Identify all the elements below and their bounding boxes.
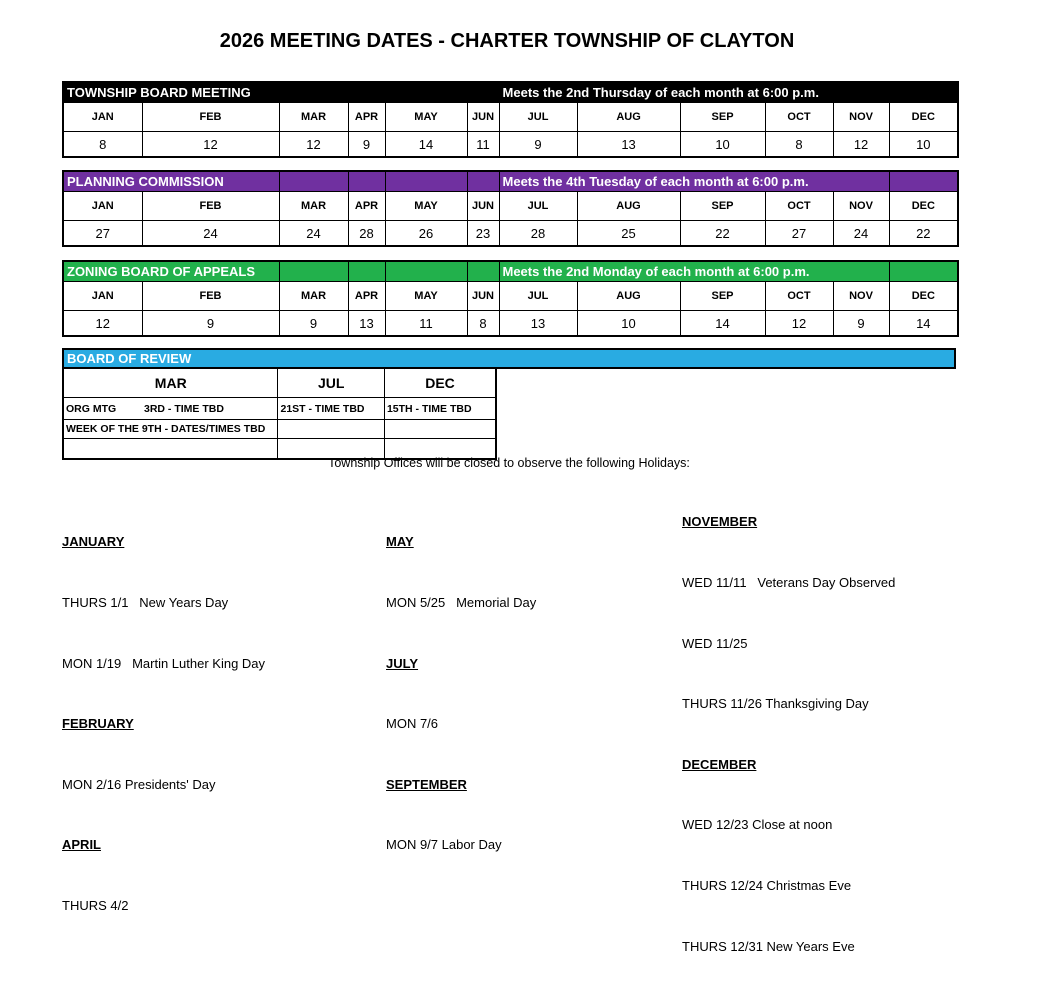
- bor-mar-week-note: WEEK OF THE 9TH - DATES/TIMES TBD: [63, 420, 278, 439]
- holiday-month-heading: MAY: [386, 534, 414, 550]
- board-of-review-table: [62, 367, 497, 460]
- meeting-date: 12: [765, 311, 833, 337]
- holiday-month-heading: SEPTEMBER: [386, 776, 467, 792]
- holidays-column-3: [682, 472, 895, 997]
- month-header: JUN: [467, 282, 499, 311]
- meeting-date: 28: [348, 221, 385, 247]
- meeting-date: 10: [577, 311, 680, 337]
- month-header: AUG: [577, 103, 680, 132]
- month-header: MAR: [279, 282, 348, 311]
- meeting-date: 22: [680, 221, 765, 247]
- month-header: FEB: [142, 103, 279, 132]
- month-header: MAR: [279, 192, 348, 221]
- meeting-date: 24: [142, 221, 279, 247]
- holiday-entry: THURS 1/1 New Years Day: [62, 595, 229, 611]
- bar-empty-cell: [889, 261, 958, 282]
- meeting-date: 26: [385, 221, 467, 247]
- month-header: JAN: [63, 192, 142, 221]
- bor-column-header-mar: MAR: [63, 368, 278, 398]
- meeting-date: 27: [63, 221, 142, 247]
- meeting-dates-row: [63, 311, 958, 337]
- month-header: SEP: [680, 282, 765, 311]
- township-board-schedule-note: Meets the 2nd Thursday of each month at 6:00 p.m.: [499, 82, 958, 103]
- holiday-entry: THURS 4/2: [62, 898, 129, 914]
- meeting-date: 11: [385, 311, 467, 337]
- meeting-dates-row: [63, 221, 958, 247]
- meeting-date: 12: [833, 132, 889, 158]
- month-header: JUL: [499, 282, 577, 311]
- month-header: MAR: [279, 103, 348, 132]
- bor-mar-org-meeting: [63, 398, 278, 420]
- month-header: DEC: [889, 282, 958, 311]
- zoning-board-schedule-note: Meets the 2nd Monday of each month at 6:00 p.m.: [499, 261, 889, 282]
- holidays-intro: Township Offices will be closed to observe the following Holidays:: [328, 456, 690, 470]
- zoning-board-header-bar: [63, 261, 958, 282]
- meeting-date: 14: [385, 132, 467, 158]
- bor-column-header-dec: DEC: [384, 368, 496, 398]
- bar-empty-cell: [467, 261, 499, 282]
- bar-empty-cell: [279, 171, 348, 192]
- meeting-dates-row: [63, 132, 958, 158]
- meeting-date: 8: [63, 132, 142, 158]
- planning-commission-header-bar: [63, 171, 958, 192]
- board-of-review-header-bar: BOARD OF REVIEW: [62, 348, 956, 369]
- meeting-date: 14: [889, 311, 958, 337]
- meeting-date: 10: [680, 132, 765, 158]
- holidays-column-1: [62, 492, 265, 957]
- holiday-entry: MON 1/19 Martin Luther King Day: [62, 655, 266, 671]
- township-board-header-bar: [63, 82, 958, 103]
- bar-empty-cell: [385, 261, 467, 282]
- meeting-date: 14: [680, 311, 765, 337]
- meeting-date: 23: [467, 221, 499, 247]
- holiday-month-heading: NOVEMBER: [682, 514, 758, 530]
- month-header: JUN: [467, 192, 499, 221]
- month-header: OCT: [765, 103, 833, 132]
- meeting-date: 13: [348, 311, 385, 337]
- holiday-entry: WED 12/23 Close at noon: [682, 817, 833, 833]
- bar-empty-cell: [385, 171, 467, 192]
- meeting-date: 9: [348, 132, 385, 158]
- month-header: JUL: [499, 192, 577, 221]
- month-header: SEP: [680, 103, 765, 132]
- bar-empty-cell: [467, 171, 499, 192]
- month-header: MAY: [385, 282, 467, 311]
- meeting-date: 12: [142, 132, 279, 158]
- meeting-date: 10: [889, 132, 958, 158]
- holiday-entry: MON 5/25 Memorial Day: [386, 595, 537, 611]
- meeting-date: 8: [765, 132, 833, 158]
- bor-empty-cell: [384, 420, 496, 439]
- month-header-row: [63, 192, 958, 221]
- month-header: JUN: [467, 103, 499, 132]
- holiday-entry: MON 7/6: [386, 716, 439, 732]
- holiday-month-heading: JULY: [386, 655, 419, 671]
- bar-empty-cell: [889, 171, 958, 192]
- meeting-date: 27: [765, 221, 833, 247]
- month-header: MAY: [385, 192, 467, 221]
- holiday-month-heading: JANUARY: [62, 534, 125, 550]
- meeting-date: 9: [833, 311, 889, 337]
- month-header: FEB: [142, 192, 279, 221]
- meeting-date: 13: [577, 132, 680, 158]
- meeting-date: 9: [142, 311, 279, 337]
- meeting-date: 28: [499, 221, 577, 247]
- bar-empty-cell: [348, 261, 385, 282]
- holiday-month-heading: APRIL: [62, 837, 101, 853]
- bor-jul-time: 21ST - TIME TBD: [278, 398, 384, 420]
- bor-mar-time: 3RD - TIME TBD: [144, 402, 224, 415]
- meeting-date: 8: [467, 311, 499, 337]
- holiday-entry: WED 11/25: [682, 635, 748, 651]
- bor-column-header-row: [63, 368, 496, 398]
- meeting-date: 9: [499, 132, 577, 158]
- month-header: NOV: [833, 192, 889, 221]
- meeting-date: 25: [577, 221, 680, 247]
- month-header: MAY: [385, 103, 467, 132]
- month-header: OCT: [765, 282, 833, 311]
- month-header: JUL: [499, 103, 577, 132]
- bar-empty-cell: [279, 261, 348, 282]
- meeting-date: 22: [889, 221, 958, 247]
- zoning-board-table: [62, 260, 959, 337]
- month-header-row: [63, 282, 958, 311]
- meeting-date: 13: [499, 311, 577, 337]
- month-header: FEB: [142, 282, 279, 311]
- bor-empty-cell: [278, 420, 384, 439]
- holidays-column-2: [386, 492, 536, 896]
- month-header: OCT: [765, 192, 833, 221]
- meeting-date: 24: [833, 221, 889, 247]
- meeting-date: 12: [279, 132, 348, 158]
- month-header: DEC: [889, 103, 958, 132]
- bar-empty-cell: [348, 171, 385, 192]
- bor-row-2: [63, 420, 496, 439]
- month-header: AUG: [577, 192, 680, 221]
- meeting-date: 12: [63, 311, 142, 337]
- month-header: AUG: [577, 282, 680, 311]
- month-header-row: [63, 103, 958, 132]
- bor-column-header-jul: JUL: [278, 368, 384, 398]
- planning-commission-title: PLANNING COMMISSION: [63, 171, 279, 192]
- meeting-date: 11: [467, 132, 499, 158]
- township-board-title: TOWNSHIP BOARD MEETING: [63, 82, 499, 103]
- holiday-entry: WED 11/11 Veterans Day Observed: [682, 575, 896, 591]
- month-header: APR: [348, 103, 385, 132]
- bor-row-1: [63, 398, 496, 420]
- holiday-month-heading: FEBRUARY: [62, 716, 134, 732]
- holiday-month-heading: DECEMBER: [682, 756, 757, 772]
- holiday-entry: THURS 12/31 New Years Eve: [682, 938, 855, 954]
- month-header: JAN: [63, 103, 142, 132]
- month-header: NOV: [833, 282, 889, 311]
- holiday-entry: THURS 11/26 Thanksgiving Day: [682, 696, 869, 712]
- month-header: APR: [348, 282, 385, 311]
- month-header: APR: [348, 192, 385, 221]
- month-header: JAN: [63, 282, 142, 311]
- planning-commission-table: [62, 170, 959, 247]
- holiday-entry: MON 2/16 Presidents' Day: [62, 776, 216, 792]
- planning-commission-schedule-note: Meets the 4th Tuesday of each month at 6:00 p.m.: [499, 171, 889, 192]
- page-title: 2026 MEETING DATES - CHARTER TOWNSHIP OF CLAYTON: [219, 30, 795, 52]
- bor-dec-time: 15TH - TIME TBD: [384, 398, 496, 420]
- holiday-entry: THURS 12/24 Christmas Eve: [682, 878, 852, 894]
- month-header: NOV: [833, 103, 889, 132]
- meeting-date: 24: [279, 221, 348, 247]
- meeting-date: 9: [279, 311, 348, 337]
- holiday-entry: MON 9/7 Labor Day: [386, 837, 502, 853]
- township-board-meeting-table: [62, 81, 959, 158]
- month-header: DEC: [889, 192, 958, 221]
- zoning-board-title: ZONING BOARD OF APPEALS: [63, 261, 279, 282]
- bor-org-label: ORG MTG: [66, 402, 117, 415]
- month-header: SEP: [680, 192, 765, 221]
